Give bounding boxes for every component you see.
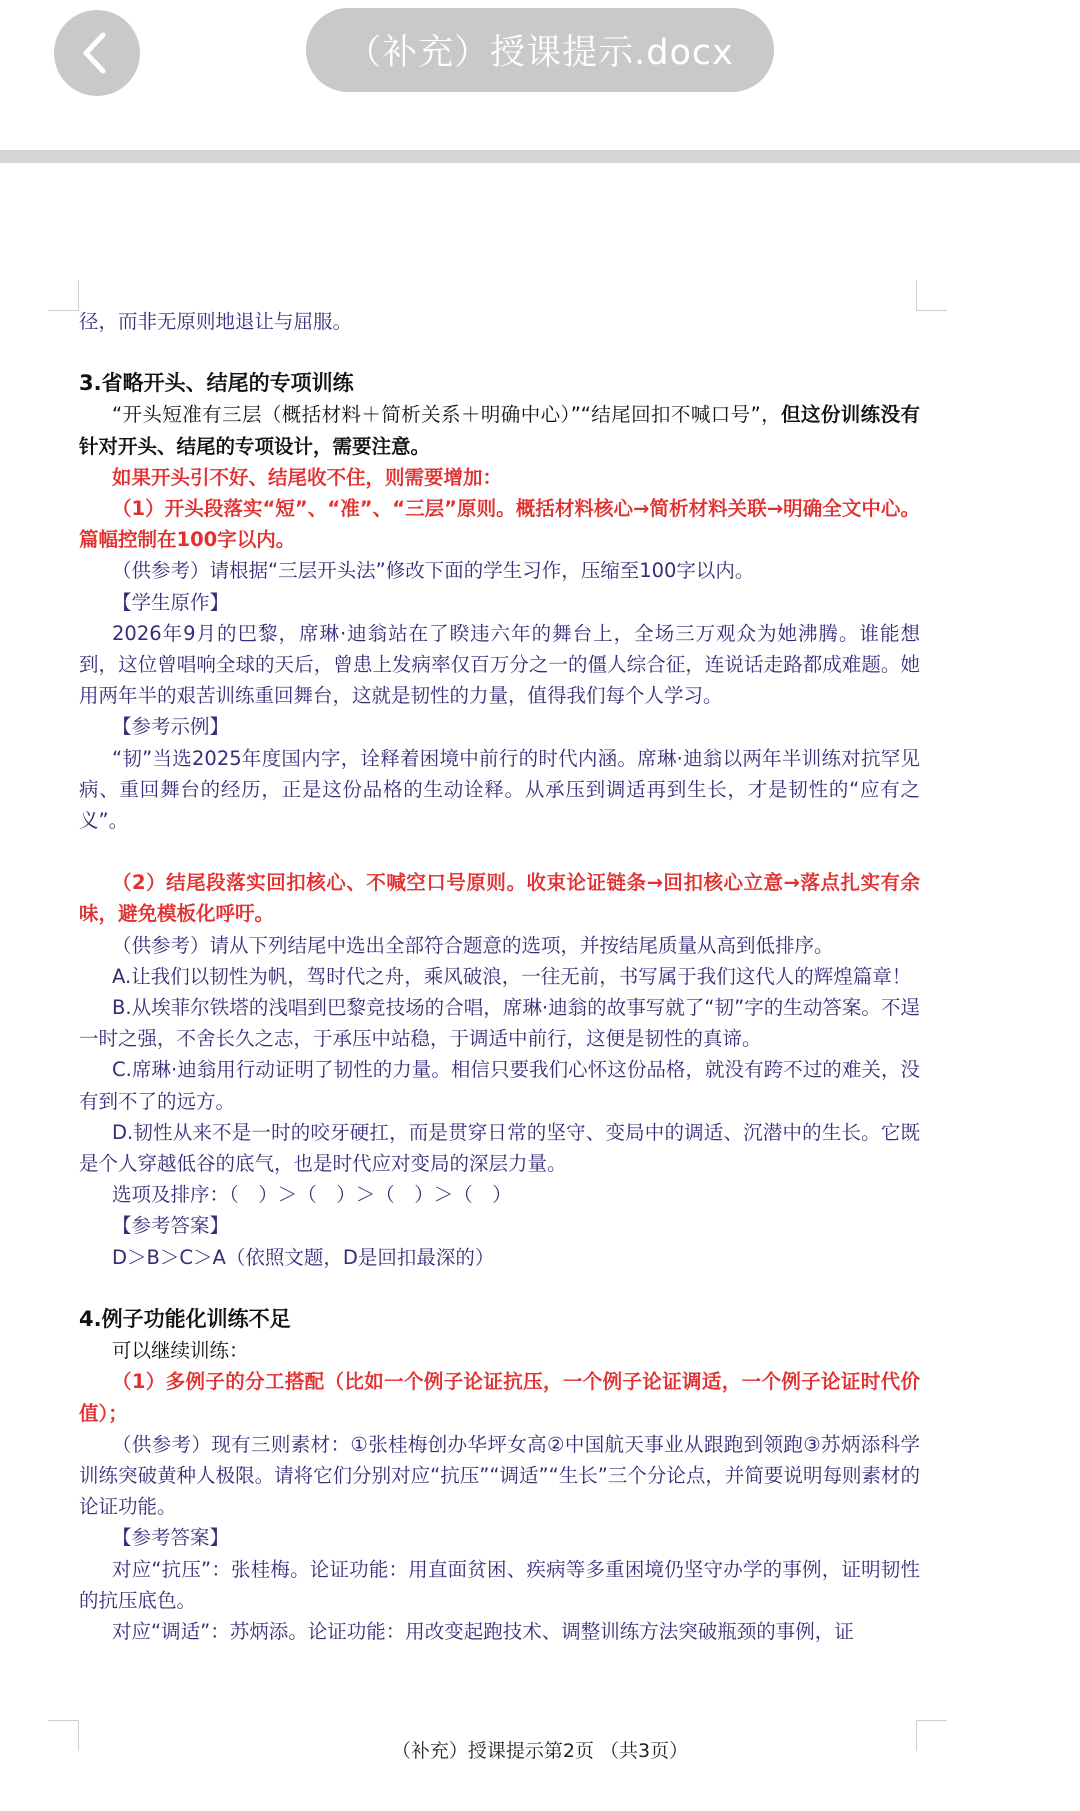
paragraph: “韧”当选2025年度国内字，诠释着困境中前行的时代内涵。席琳·迪翁以两年半训练对抗罕见病、重回舞台的经历，正是这份品格的生动诠释。从承压到调适再到生长，才是韧性的“应有之义”。 (79, 746, 920, 833)
document-title: （补充）授课提示.docx (306, 8, 774, 92)
label-reference-example: 【参考示例】 (112, 715, 230, 739)
label-reference-answer: 【参考答案】 (112, 1526, 230, 1550)
back-button[interactable] (54, 10, 140, 96)
paragraph: 对应“调适”：苏炳添。论证功能：用改变起跑技术、调整训练方法突破瓶颈的事例，证 (112, 1619, 854, 1643)
label-reference-answer: 【参考答案】 (112, 1214, 230, 1238)
paragraph: （供参考）现有三则素材：①张桂梅创办华坪女高②中国航天事业从跟跑到领跑③苏炳添科学训练突破黄种人极限。请将它们分别对应“抗压”“调适”“生长”三个分论点，并简要说明每则素材的论证功能。 (79, 1432, 920, 1519)
option-d: D.韧性从来不是一时的咬牙硬扛，而是贯穿日常的坚守、变局中的调适、沉潜中的生长。它既是个人穿越低谷的底气，也是时代应对变局的深层力量。 (79, 1120, 920, 1176)
section-heading-4: 4.例子功能化训练不足 (79, 1306, 291, 1331)
paragraph: D＞B＞C＞A（依照文题，D是回扣最深的） (112, 1245, 495, 1269)
paragraph: 径，而非无原则地退让与屈服。 (79, 310, 353, 333)
paragraph-emphasis: （1）开头段落实“短”、“准”、“三层”原则。概括材料核心→简析材料关联→明确全文中心。篇幅控制在100字以内。 (79, 497, 920, 552)
crop-mark-top-left (48, 280, 79, 311)
paragraph-text: “开头短准有三层（概括材料＋简析关系＋明确中心）”“结尾回扣不喊口号”， (112, 403, 782, 427)
option-c: C.席琳·迪翁用行动证明了韧性的力量。相信只要我们心怀这份品格，就没有跨不过的难关，没有到不了的远方。 (79, 1058, 920, 1113)
paragraph-emphasis: 如果开头引不好、结尾收不住，则需要增加： (112, 465, 503, 489)
paragraph (79, 399, 920, 461)
app-header (0, 0, 1080, 150)
paragraph: 可以继续训练： (112, 1339, 249, 1363)
header-divider (0, 150, 1080, 163)
document-body (79, 306, 920, 1647)
paragraph-emphasis: （1）多例子的分工搭配（比如一个例子论证抗压，一个例子论证调适，一个例子论证时代价值）； (79, 1370, 920, 1425)
paragraph-emphasis: （2）结尾段落实回扣核心、不喊空口号原则。收束论证链条→回扣核心立意→落点扎实有余味，避免模板化呼吁。 (79, 871, 920, 926)
crop-mark-top-right (916, 280, 947, 311)
section-heading-3: 3.省略开头、结尾的专项训练 (79, 371, 354, 396)
paragraph: 对应“抗压”：张桂梅。论证功能：用直面贫困、疾病等多重困境仍坚守办学的事例，证明韧性的抗压底色。 (79, 1557, 920, 1612)
option-b: B.从埃菲尔铁塔的浅唱到巴黎竞技场的合唱，席琳·迪翁的故事写就了“韧”字的生动答案。不逞一时之强，不舍长久之志，于承压中站稳，于调适中前行，这便是韧性的真谛。 (79, 996, 920, 1051)
chevron-left-icon (54, 10, 140, 96)
label-student-draft: 【学生原作】 (112, 590, 230, 614)
page-footer: （补充）授课提示第2页 （共3页） (391, 1740, 689, 1762)
ranking-prompt: 选项及排序：（ ）＞（ ）＞（ ）＞（ ） (112, 1183, 512, 1207)
paragraph: 2026年9月的巴黎，席琳·迪翁站在了睽违六年的舞台上，全场三万观众为她沸腾。谁能想到，这位曾唱响全球的天后，曾患上发病率仅百万分之一的僵人综合征，连说话走路都成难题。她用两年半的艰苦训练重回舞台，这就是韧性的力量，值得我们每个人学习。 (79, 621, 920, 708)
option-a: A.让我们以韧性为帆，驾时代之舟，乘风破浪，一往无前，书写属于我们这代人的辉煌篇章！ (112, 964, 912, 988)
paragraph: （供参考）请根据“三层开头法”修改下面的学生习作，压缩至100字以内。 (112, 559, 755, 583)
paragraph-emphasis: 但这份训练没有针对开头、结尾的专项设计，需要注意。 (79, 403, 920, 458)
paragraph: （供参考）请从下列结尾中选出全部符合题意的选项，并按结尾质量从高到低排序。 (112, 933, 834, 957)
